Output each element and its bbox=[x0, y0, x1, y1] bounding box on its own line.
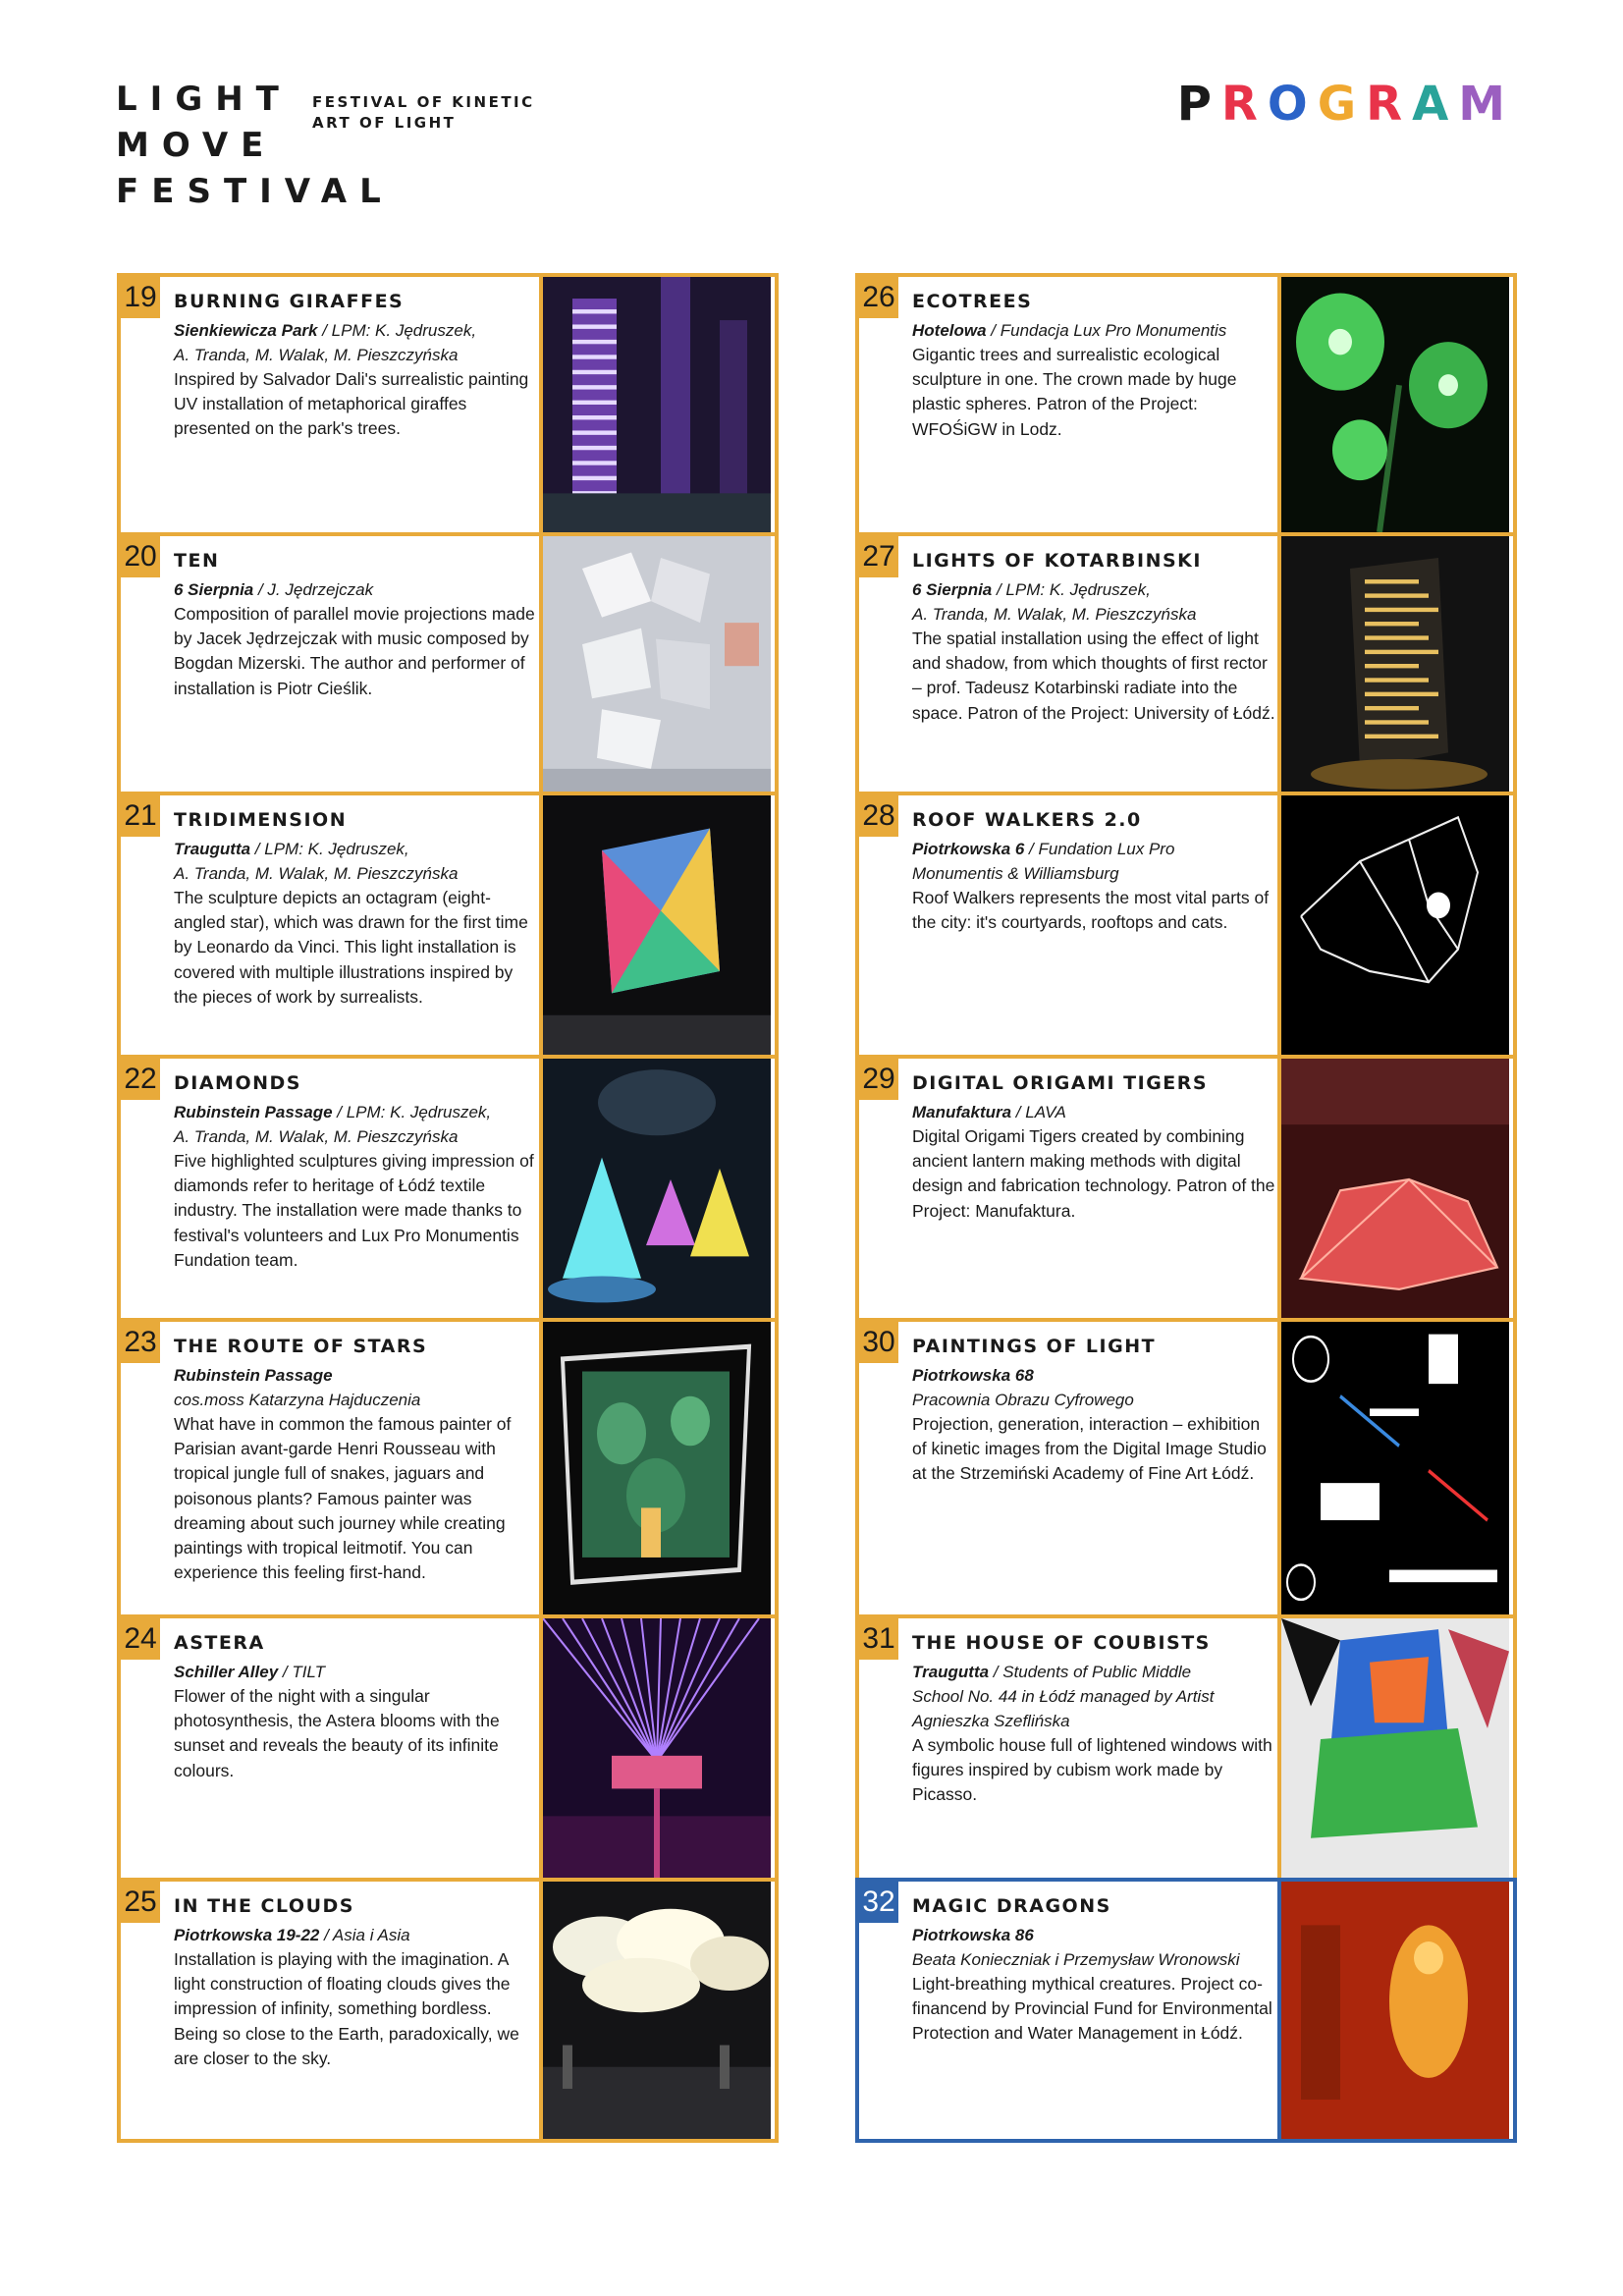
event-text bbox=[174, 1072, 537, 1273]
event-number-badge: 32 bbox=[859, 1882, 898, 1923]
event-text bbox=[912, 1632, 1275, 1808]
giraffe-tree-light-photo bbox=[539, 277, 771, 532]
event-authors-line: Beata Konieczniak i Przemysław Wronowski bbox=[912, 1950, 1240, 1969]
event-description: The spatial installation using the effect of light and shadow, from which thoughts of first rector – prof. Tadeusz Kotarbinski radiate into the space. Patron of the Project: University of Łódź. bbox=[912, 629, 1275, 723]
event-authors: / Fundation Lux Pro bbox=[1024, 840, 1175, 858]
event-text bbox=[912, 291, 1275, 442]
event-description: Projection, generation, interaction – exhibition of kinetic images from the Digital Image Studio at the Strzemiński Academy of Fine Art Łódź. bbox=[912, 1414, 1267, 1484]
event-location-authors bbox=[912, 577, 1275, 602]
event-authors-line: School No. 44 in Łódź managed by Artist Agnieszka Szeflińska bbox=[912, 1687, 1215, 1730]
program-card bbox=[855, 1055, 1517, 1322]
event-description: The sculpture depicts an octagram (eight-angled star), which was drawn for the first time by Leonardo da Vinci. This light installation is covered with multiple illustrations inspired by the pieces of work by surrealists. bbox=[174, 888, 528, 1007]
program-card bbox=[117, 1878, 779, 2143]
event-description: Installation is playing with the imagination. A light construction of floating clouds gives the impression of infinity, something bordless. Being so close to the Earth, paradoxically, we are closer to the sky. bbox=[174, 1949, 519, 2068]
event-location-authors bbox=[174, 1923, 537, 1947]
right-column bbox=[855, 277, 1517, 2143]
event-text bbox=[174, 1336, 537, 1585]
event-title: IN THE CLOUDS bbox=[174, 1895, 354, 1917]
event-location: Piotrkowska 68 bbox=[912, 1366, 1034, 1385]
event-title: ASTERA bbox=[174, 1632, 265, 1654]
event-title: DIAMONDS bbox=[174, 1072, 301, 1094]
event-description: Roof Walkers represents the most vital parts of the city: it's courtyards, rooftops and cats. bbox=[912, 888, 1270, 933]
event-description: Gigantic trees and surrealistic ecological sculpture in one. The crown made by huge plastic spheres. Patron of the Project: WFOŚiGW in Lodz. bbox=[912, 345, 1237, 439]
event-authors: / J. Jędrzejczak bbox=[253, 580, 374, 599]
event-location-authors bbox=[174, 1660, 537, 1684]
event-description: A symbolic house full of lightened windows with figures inspired by cubism work made by Picasso. bbox=[912, 1735, 1272, 1805]
event-text bbox=[174, 809, 537, 1010]
event-description: What have in common the famous painter of Parisian avant-garde Henri Rousseau with tropical jungle full of snakes, jaguars and poisonous plants? Famous painter was dreaming about such journey while creating paintings with tropical leitmotif. You can experience this feeling first-hand. bbox=[174, 1414, 512, 1583]
event-location-authors bbox=[912, 1923, 1275, 1947]
event-title: TRIDIMENSION bbox=[174, 809, 348, 831]
program-card bbox=[117, 1318, 779, 1618]
event-description: Light-breathing mythical creatures. Project co-financend by Provincial Fund for Environmental Protection and Water Management in Łódź. bbox=[912, 1974, 1272, 2044]
laser-flower-photo bbox=[539, 1618, 771, 1878]
event-title: PAINTINGS OF LIGHT bbox=[912, 1336, 1157, 1357]
event-location: Rubinstein Passage bbox=[174, 1366, 333, 1385]
event-location-authors bbox=[912, 318, 1275, 343]
event-location-authors bbox=[174, 837, 537, 861]
event-location-authors bbox=[174, 318, 537, 343]
event-location-authors bbox=[912, 1363, 1275, 1388]
event-location-authors bbox=[174, 577, 537, 602]
program-card bbox=[855, 532, 1517, 795]
event-authors: / LPM: K. Jędruszek, bbox=[992, 580, 1151, 599]
event-authors-line: Monumentis & Williamsburg bbox=[912, 864, 1119, 883]
event-authors: / LAVA bbox=[1011, 1103, 1066, 1121]
event-authors-line: A. Tranda, M. Walak, M. Pieszczyńska bbox=[174, 1127, 459, 1146]
event-authors-line: Pracownia Obrazu Cyfrowego bbox=[912, 1391, 1134, 1409]
program-letter: G bbox=[1317, 77, 1367, 132]
light-clouds-photo bbox=[539, 1882, 771, 2139]
event-number-badge: 21 bbox=[121, 795, 160, 837]
event-authors: / Students of Public Middle bbox=[989, 1663, 1192, 1681]
event-location: Sienkiewicza Park bbox=[174, 321, 318, 340]
left-column bbox=[117, 277, 779, 2143]
event-title: MAGIC DRAGONS bbox=[912, 1895, 1111, 1917]
event-location: Rubinstein Passage bbox=[174, 1103, 333, 1121]
program-card bbox=[117, 273, 779, 536]
green-trees-photo bbox=[1277, 277, 1509, 532]
wire-cat-photo bbox=[1277, 795, 1509, 1055]
event-text bbox=[912, 550, 1275, 726]
event-text bbox=[912, 1336, 1275, 1487]
event-text bbox=[912, 1072, 1275, 1224]
event-text bbox=[912, 1895, 1275, 2047]
event-location-authors bbox=[174, 1363, 537, 1388]
event-location: Manufaktura bbox=[912, 1103, 1012, 1121]
event-location: Traugutta bbox=[174, 840, 251, 858]
program-card bbox=[855, 792, 1517, 1059]
program-card bbox=[117, 792, 779, 1059]
event-title: TEN bbox=[174, 550, 220, 572]
event-number-badge: 20 bbox=[121, 536, 160, 577]
event-authors: / LPM: K. Jędruszek, bbox=[250, 840, 409, 858]
red-dragon-photo bbox=[1277, 1882, 1509, 2139]
event-description: Flower of the night with a singular photosynthesis, the Astera blooms with the sunset and reveals the beauty of its infinite colours. bbox=[174, 1686, 500, 1780]
program-card bbox=[855, 1878, 1517, 2143]
glowing-pyramids-photo bbox=[539, 1059, 771, 1318]
program-letter: R bbox=[1220, 77, 1268, 132]
event-location-authors bbox=[912, 1100, 1275, 1124]
event-authors: / Fundacja Lux Pro Monumentis bbox=[986, 321, 1227, 340]
event-text bbox=[174, 550, 537, 701]
logo-line: FESTIVAL bbox=[116, 172, 394, 211]
program-card bbox=[117, 1614, 779, 1882]
event-location: Piotrkowska 86 bbox=[912, 1926, 1034, 1944]
event-location: Schiller Alley bbox=[174, 1663, 279, 1681]
event-authors-line: cos.moss Katarzyna Hajduczenia bbox=[174, 1391, 421, 1409]
event-text bbox=[174, 291, 537, 442]
event-authors: / LPM: K. Jędruszek, bbox=[332, 1103, 492, 1121]
jungle-cube-photo bbox=[539, 1322, 771, 1614]
event-title: THE HOUSE OF COUBISTS bbox=[912, 1632, 1211, 1654]
event-number-badge: 29 bbox=[859, 1059, 898, 1100]
program-card bbox=[855, 1614, 1517, 1882]
event-title: BURNING GIRAFFES bbox=[174, 291, 405, 312]
event-title: LIGHTS OF KOTARBINSKI bbox=[912, 550, 1202, 572]
event-number-badge: 30 bbox=[859, 1322, 898, 1363]
event-description: Digital Origami Tigers created by combining ancient lantern making methods with digital design and fabrication technology. Patron of the Project: Manufaktura. bbox=[912, 1126, 1275, 1221]
octagram-sculpture-photo bbox=[539, 795, 771, 1055]
geometric-projection-photo bbox=[1277, 1322, 1509, 1614]
event-authors-line: A. Tranda, M. Walak, M. Pieszczyńska bbox=[912, 605, 1197, 624]
origami-tiger-photo bbox=[1277, 1059, 1509, 1318]
event-text bbox=[912, 809, 1275, 935]
event-location-authors bbox=[174, 1100, 537, 1124]
program-letter: O bbox=[1267, 77, 1318, 132]
event-description: Five highlighted sculptures giving impression of diamonds refer to heritage of Łódź textile industry. The installation were made thanks to festival's volunteers and Lux Pro Monumentis Fundation team. bbox=[174, 1151, 534, 1270]
event-number-badge: 25 bbox=[121, 1882, 160, 1923]
program-letter: R bbox=[1366, 77, 1413, 132]
program-card bbox=[117, 532, 779, 795]
event-authors: / LPM: K. Jędruszek, bbox=[317, 321, 477, 340]
program-heading bbox=[1177, 77, 1515, 132]
event-number-badge: 27 bbox=[859, 536, 898, 577]
event-description: Inspired by Salvador Dali's surrealistic painting UV installation of metaphorical giraffes presented on the park's trees. bbox=[174, 369, 529, 439]
event-text bbox=[174, 1632, 537, 1783]
white-cubes-projection-photo bbox=[539, 536, 771, 792]
event-number-badge: 31 bbox=[859, 1618, 898, 1660]
event-number-badge: 24 bbox=[121, 1618, 160, 1660]
event-number-badge: 28 bbox=[859, 795, 898, 837]
program-card bbox=[855, 273, 1517, 536]
event-location: Piotrkowska 6 bbox=[912, 840, 1025, 858]
event-number-badge: 19 bbox=[121, 277, 160, 318]
event-location: Hotelowa bbox=[912, 321, 987, 340]
event-number-badge: 26 bbox=[859, 277, 898, 318]
program-card bbox=[855, 1318, 1517, 1618]
event-location-authors bbox=[912, 1660, 1275, 1684]
tagline-line: FESTIVAL OF KINETIC bbox=[312, 93, 535, 111]
event-authors-line: A. Tranda, M. Walak, M. Pieszczyńska bbox=[174, 864, 459, 883]
event-location: 6 Sierpnia bbox=[912, 580, 993, 599]
event-title: THE ROUTE OF STARS bbox=[174, 1336, 428, 1357]
cubist-window-photo bbox=[1277, 1618, 1509, 1878]
program-letter: M bbox=[1458, 77, 1515, 132]
logo-line: MOVE bbox=[116, 126, 277, 165]
event-authors: / TILT bbox=[278, 1663, 326, 1681]
event-description: Composition of parallel movie projections made by Jacek Jędrzejczak with music composed by Bogdan Mizerski. The author and performer of installation is Piotr Cieślik. bbox=[174, 604, 535, 698]
program-card bbox=[117, 1055, 779, 1322]
logo-line: LIGHT bbox=[116, 80, 292, 119]
event-text bbox=[174, 1895, 537, 2071]
event-location: Piotrkowska 19-22 bbox=[174, 1926, 320, 1944]
event-location: Traugutta bbox=[912, 1663, 990, 1681]
event-authors-line: A. Tranda, M. Walak, M. Pieszczyńska bbox=[174, 346, 459, 364]
festival-tagline bbox=[312, 92, 535, 134]
event-title: ECOTREES bbox=[912, 291, 1033, 312]
program-letter: P bbox=[1176, 77, 1221, 132]
program-letter: A bbox=[1412, 77, 1459, 132]
event-number-badge: 22 bbox=[121, 1059, 160, 1100]
event-title: ROOF WALKERS 2.0 bbox=[912, 809, 1142, 831]
tagline-line: ART OF LIGHT bbox=[312, 114, 457, 132]
text-column-photo bbox=[1277, 536, 1509, 792]
event-title: DIGITAL ORIGAMI TIGERS bbox=[912, 1072, 1209, 1094]
event-location: 6 Sierpnia bbox=[174, 580, 254, 599]
event-location-authors bbox=[912, 837, 1275, 861]
event-number-badge: 23 bbox=[121, 1322, 160, 1363]
event-authors: / Asia i Asia bbox=[319, 1926, 410, 1944]
